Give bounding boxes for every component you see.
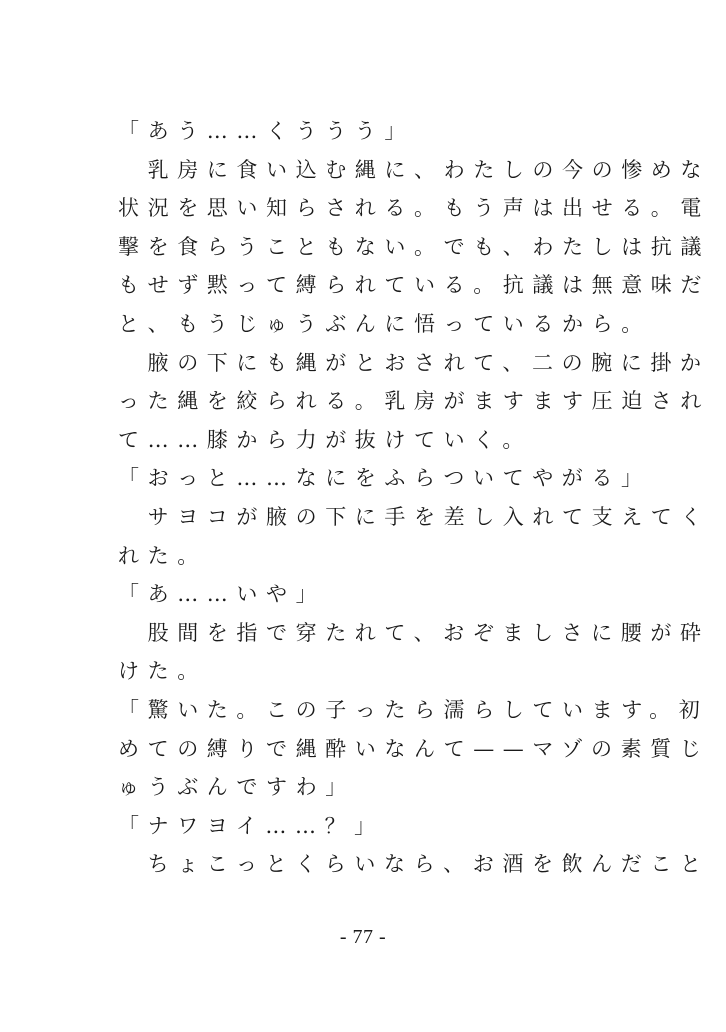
text-line: った縄を絞られる。乳房がますます圧迫され <box>118 389 710 414</box>
text-line: 腋の下にも縄がとおされて、二の腕に掛か <box>118 350 710 375</box>
text-line: 「おっと……なにをふらついてやがる」 <box>118 466 651 491</box>
text-line: 乳房に食い込む縄に、わたしの今の惨めな <box>118 157 710 182</box>
text-line: 状況を思い知らされる。もう声は出せる。電 <box>118 196 710 221</box>
text-line: 「驚いた。この子ったら濡らしています。初 <box>118 697 709 722</box>
page-number: - 77 - <box>339 926 387 948</box>
text-line: 「あう……くううう」 <box>118 119 414 143</box>
text-line: サヨコが腋の下に手を差し入れて支えてく <box>118 504 710 529</box>
text-line: もせず黙って縛られている。抗議は無意味だ <box>118 273 710 298</box>
text-line: ちょこっとくらいなら、お酒を飲んだこと <box>118 852 710 877</box>
text-line: けた。 <box>118 659 207 684</box>
text-line: めての縛りで縄酔いなんて——マゾの素質じ <box>118 736 710 761</box>
text-line: 「ナワヨイ……？」 <box>118 813 384 838</box>
text-line: れた。 <box>118 543 207 568</box>
text-line: ゅうぶんですわ」 <box>118 775 355 800</box>
text-line: 「あ……いや」 <box>118 582 326 607</box>
text-line: 股間を指で穿たれて、おぞましさに腰が砕 <box>118 620 710 645</box>
body-text <box>118 112 710 884</box>
text-line: と、もうじゅうぶんに悟っているから。 <box>118 311 651 336</box>
text-line: て……膝から力が抜けていく。 <box>118 427 532 452</box>
text-line: 撃を食らうこともない。でも、わたしは抗議 <box>118 234 710 259</box>
